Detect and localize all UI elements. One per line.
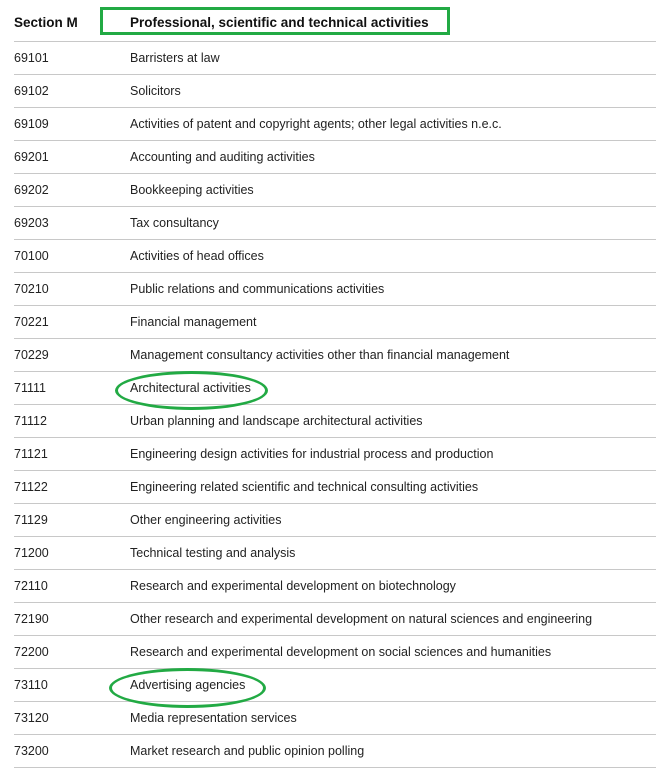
sic-description: Solicitors — [130, 84, 181, 98]
sic-description: Market research and public opinion polling — [130, 744, 365, 758]
section-title: Professional, scientific and technical activities — [130, 15, 429, 30]
sic-description: Research and experimental development on biotechnology — [130, 579, 456, 593]
sic-code: 71121 — [14, 447, 48, 461]
sic-code: 73200 — [14, 744, 49, 758]
sic-code: 72110 — [14, 579, 48, 593]
sic-code: 70210 — [14, 282, 49, 296]
sic-code: 70100 — [14, 249, 49, 263]
sic-description: Barristers at law — [130, 51, 220, 65]
sic-code: 69102 — [14, 84, 49, 98]
table-row — [14, 405, 656, 438]
sic-description: Other research and experimental development on natural sciences and engineering — [130, 612, 593, 626]
sic-code: 71112 — [14, 414, 47, 428]
sic-description: Technical testing and analysis — [130, 546, 296, 560]
table-row — [14, 306, 656, 339]
table-row — [14, 735, 656, 768]
sic-description: Financial management — [130, 315, 257, 329]
table-row — [14, 603, 656, 636]
table-row — [14, 636, 656, 669]
table-row — [14, 273, 656, 306]
sic-description: Engineering design activities for industrial process and production — [130, 447, 494, 461]
section-label: Section M — [14, 15, 78, 30]
sic-description: Tax consultancy — [130, 216, 219, 230]
table-row — [14, 339, 656, 372]
sic-description: Engineering related scientific and technical consulting activities — [130, 480, 479, 494]
table-row — [14, 42, 656, 75]
sic-code: 71122 — [14, 480, 48, 494]
sic-description: Other engineering activities — [130, 513, 282, 527]
sic-code: 72200 — [14, 645, 49, 659]
sic-code: 69203 — [14, 216, 49, 230]
sic-code: 71200 — [14, 546, 49, 560]
sic-code: 69109 — [14, 117, 49, 131]
sic-description: Urban planning and landscape architectural activities — [130, 414, 423, 428]
sic-code: 69201 — [14, 150, 49, 164]
table-row — [14, 141, 656, 174]
table-row — [14, 504, 656, 537]
table-row — [14, 75, 656, 108]
table-row — [14, 702, 656, 735]
sic-code-table — [14, 0, 656, 768]
table-row — [14, 471, 656, 504]
sic-code: 69101 — [14, 51, 49, 65]
sic-description: Accounting and auditing activities — [130, 150, 315, 164]
sic-description: Bookkeeping activities — [130, 183, 254, 197]
highlight-ellipse-advertising — [109, 668, 266, 708]
sic-description: Activities of patent and copyright agents; other legal activities n.e.c. — [130, 117, 502, 131]
table-row — [14, 570, 656, 603]
sic-description: Management consultancy activities other than financial management — [130, 348, 510, 362]
highlight-ellipse-architectural — [115, 371, 268, 410]
table-row — [14, 108, 656, 141]
sic-description: Research and experimental development on social sciences and humanities — [130, 645, 552, 659]
table-row — [14, 207, 656, 240]
table-row — [14, 240, 656, 273]
sic-description: Advertising agencies — [130, 678, 246, 692]
table-row — [14, 537, 656, 570]
table-row — [14, 174, 656, 207]
sic-code: 72190 — [14, 612, 49, 626]
sic-code: 69202 — [14, 183, 49, 197]
sic-code: 73120 — [14, 711, 49, 725]
sic-code: 71129 — [14, 513, 48, 527]
sic-description: Activities of head offices — [130, 249, 264, 263]
sic-description: Architectural activities — [130, 381, 251, 395]
sic-code: 70221 — [14, 315, 49, 329]
sic-code: 73110 — [14, 678, 48, 692]
table-row — [14, 438, 656, 471]
sic-description: Media representation services — [130, 711, 297, 725]
sic-code: 70229 — [14, 348, 49, 362]
table-row — [14, 372, 656, 405]
sic-description: Public relations and communications activities — [130, 282, 385, 296]
highlight-box-title — [100, 7, 450, 35]
sic-code: 71111 — [14, 381, 46, 395]
